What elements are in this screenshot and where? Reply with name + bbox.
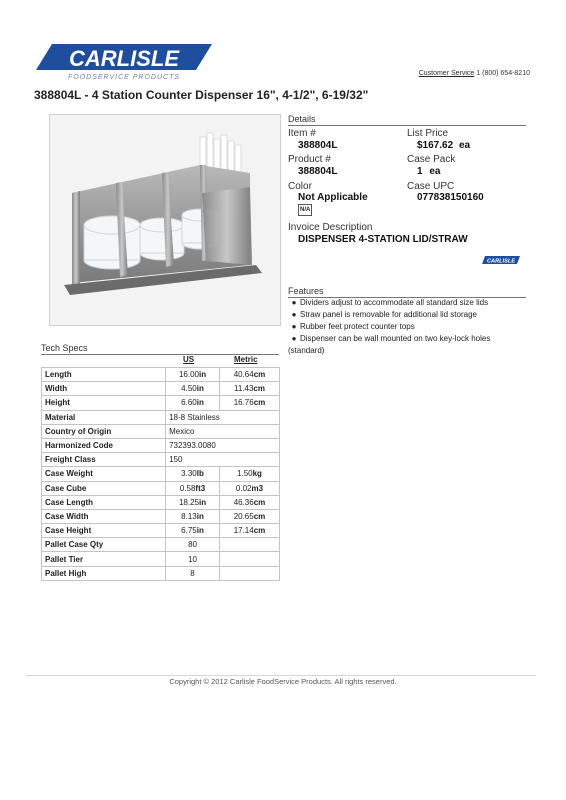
footer-divider xyxy=(26,675,536,676)
spec-metric-unit: cm xyxy=(253,511,266,521)
product-number-label: Product # xyxy=(288,154,331,165)
table-row xyxy=(42,495,280,509)
spec-label: Case Weight xyxy=(42,467,166,481)
spec-metric-value xyxy=(219,396,279,410)
case-pack-unit: ea xyxy=(429,166,441,177)
spec-metric-unit: cm xyxy=(253,497,266,507)
spec-us-number: 0.58 xyxy=(179,483,196,493)
spec-metric-value xyxy=(219,566,279,580)
color-value: Not Applicable xyxy=(298,192,368,203)
case-pack-amount: 1 xyxy=(417,166,423,177)
spec-us-unit: in xyxy=(196,511,204,521)
spec-metric-value xyxy=(219,368,279,382)
spec-metric-number: 17.14 xyxy=(233,526,254,536)
spec-label: Freight Class xyxy=(42,453,166,467)
list-price-amount: $167.62 xyxy=(417,140,454,151)
table-row xyxy=(42,552,280,566)
table-row xyxy=(42,481,280,495)
spec-metric-unit: cm xyxy=(253,398,266,408)
invoice-description-label: Invoice Description xyxy=(288,222,373,233)
spec-metric-number: 1.50 xyxy=(237,469,253,479)
spec-us-number: 18.25 xyxy=(178,497,199,507)
spec-label: Harmonized Code xyxy=(42,438,166,452)
mini-logo-wordmark: CARLISLE xyxy=(487,258,515,264)
spec-us-number: 8.13 xyxy=(181,511,197,521)
spec-metric-number: 20.65 xyxy=(233,511,254,521)
spec-metric-value xyxy=(219,382,279,396)
feature-item: ● Dispenser can be wall mounted on two key-lock holes (standard) xyxy=(288,334,491,355)
customer-service-contact xyxy=(419,70,530,77)
spec-label: Pallet High xyxy=(42,566,166,580)
features-heading: Features xyxy=(288,286,526,298)
customer-service-phone: 1 (800) 654-8210 xyxy=(476,70,530,77)
case-upc-value: 077838150160 xyxy=(417,192,484,203)
table-row xyxy=(42,467,280,481)
spec-us-unit: lb xyxy=(196,469,204,479)
spec-label: Country of Origin xyxy=(42,424,166,438)
spec-label: Length xyxy=(42,368,166,382)
spec-us-value xyxy=(166,382,220,396)
spec-metric-value xyxy=(219,509,279,523)
spec-us-value xyxy=(166,481,220,495)
table-row xyxy=(42,368,280,382)
table-row xyxy=(42,410,280,424)
spec-us-number: 10 xyxy=(188,554,197,564)
customer-service-link[interactable]: Customer Service xyxy=(418,70,475,77)
spec-us-number: 16.00 xyxy=(178,370,199,380)
spec-label: Material xyxy=(42,410,166,424)
spec-label: Pallet Case Qty xyxy=(42,538,166,552)
color-label: Color xyxy=(288,181,312,192)
spec-metric-number: 40.64 xyxy=(233,370,254,380)
spec-us-number: 6.60 xyxy=(181,398,197,408)
spec-metric-value xyxy=(219,538,279,552)
spec-us-number: 80 xyxy=(188,540,197,550)
spec-metric-number: 16.76 xyxy=(233,398,254,408)
spec-metric-value xyxy=(219,467,279,481)
dispenser-illustration xyxy=(50,115,280,325)
page-title: 388804L - 4 Station Counter Dispenser 16", 4-1/2", 6-19/32" xyxy=(34,88,369,102)
item-number-label: Item # xyxy=(288,128,316,139)
spec-us-value xyxy=(166,524,220,538)
spec-metric-number: 0.02 xyxy=(235,483,252,493)
product-image xyxy=(49,114,281,326)
spec-us-value xyxy=(166,552,220,566)
spec-metric-number: 11.43 xyxy=(233,384,254,394)
spec-label: Case Cube xyxy=(42,481,166,495)
spec-us-value xyxy=(166,467,220,481)
spec-label: Case Width xyxy=(42,509,166,523)
spec-value: 150 xyxy=(166,453,280,467)
spec-label: Case Height xyxy=(42,524,166,538)
tech-specs-table xyxy=(41,367,280,581)
spec-us-number: 3.30 xyxy=(181,469,197,479)
invoice-description-value: DISPENSER 4-STATION LID/STRAW xyxy=(298,234,468,245)
spec-label: Height xyxy=(42,396,166,410)
tech-specs-heading: Tech Specs xyxy=(41,343,279,355)
carlisle-mini-logo xyxy=(482,256,520,264)
spec-us-unit: in xyxy=(196,398,204,408)
table-row xyxy=(42,396,280,410)
spec-us-number: 4.50 xyxy=(181,384,197,394)
spec-metric-unit: cm xyxy=(253,384,265,394)
table-row xyxy=(42,453,280,467)
product-number-value: 388804L xyxy=(298,166,338,177)
spec-us-value xyxy=(166,495,220,509)
case-pack-label: Case Pack xyxy=(407,154,456,165)
color-swatch: N/A xyxy=(298,204,312,216)
spec-us-unit: in xyxy=(196,384,204,394)
case-upc-label: Case UPC xyxy=(407,181,455,192)
item-number-value: 388804L xyxy=(298,140,338,151)
spec-metric-unit: cm xyxy=(253,526,266,536)
footer-copyright: Copyright © 2012 Carlisle FoodService Products. All rights reserved. xyxy=(169,677,397,686)
logo-tagline: FOODSERVICE PRODUCTS xyxy=(67,74,181,81)
table-row xyxy=(42,382,280,396)
table-row xyxy=(42,538,280,552)
spec-metric-value xyxy=(219,481,279,495)
spec-us-unit: ft3 xyxy=(195,483,206,493)
spec-metric-value xyxy=(219,552,279,566)
list-price-label: List Price xyxy=(407,128,449,139)
spec-us-value xyxy=(166,396,220,410)
spec-metric-unit: cm xyxy=(253,370,266,380)
spec-metric-unit: m3 xyxy=(251,483,264,493)
column-header-metric: Metric xyxy=(234,355,258,364)
column-header-us: US xyxy=(183,355,195,364)
case-pack-value xyxy=(417,166,440,177)
details-heading: Details xyxy=(288,114,526,126)
feature-item: ● Rubber feet protect counter tops xyxy=(291,322,415,331)
features-list xyxy=(288,297,524,357)
spec-us-value xyxy=(166,509,220,523)
list-price-value xyxy=(417,140,470,151)
spec-us-unit: in xyxy=(196,526,204,536)
spec-us-number: 6.75 xyxy=(181,526,197,536)
table-row xyxy=(42,524,280,538)
spec-metric-unit: kg xyxy=(252,469,262,479)
spec-label: Width xyxy=(42,382,166,396)
table-row xyxy=(42,424,280,438)
spec-value: 732393.0080 xyxy=(166,438,280,452)
spec-us-value xyxy=(166,566,220,580)
logo-wordmark: CARLISLE xyxy=(69,46,179,71)
spec-us-unit: in xyxy=(198,497,207,507)
spec-us-unit: in xyxy=(198,370,207,380)
spec-us-value xyxy=(166,368,220,382)
spec-metric-value xyxy=(219,524,279,538)
spec-metric-number: 46.36 xyxy=(233,497,254,507)
table-row xyxy=(42,438,280,452)
feature-item: ● Dividers adjust to accommodate all standard size lids xyxy=(291,298,489,307)
table-row xyxy=(42,566,280,580)
spec-us-number: 8 xyxy=(190,568,195,578)
spec-metric-value xyxy=(219,495,279,509)
feature-item: ● Straw panel is removable for additional lid storage xyxy=(291,310,477,319)
spec-label: Pallet Tier xyxy=(42,552,166,566)
spec-value: 18-8 Stainless xyxy=(166,410,280,424)
list-price-unit: ea xyxy=(458,140,471,151)
spec-us-value xyxy=(166,538,220,552)
carlisle-logo xyxy=(34,42,214,82)
table-row xyxy=(42,509,280,523)
spec-label: Case Length xyxy=(42,495,166,509)
spec-value: Mexico xyxy=(166,424,280,438)
